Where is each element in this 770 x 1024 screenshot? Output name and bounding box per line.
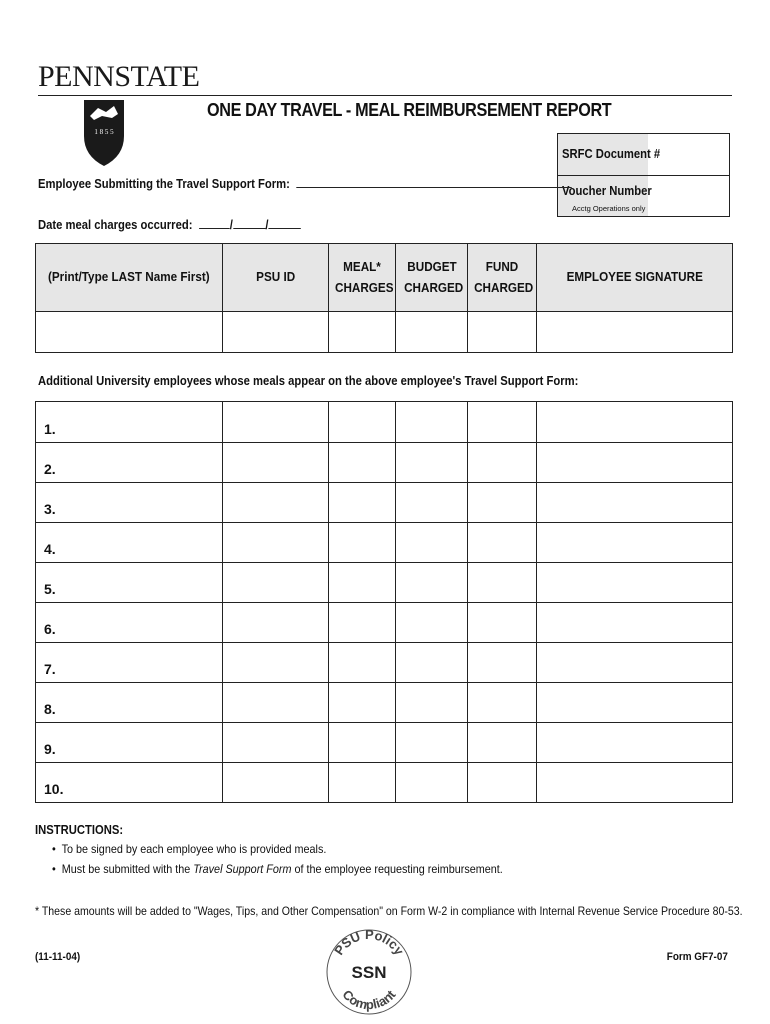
table-row — [36, 563, 733, 603]
main-budget-input[interactable] — [396, 312, 468, 353]
main-psu-id-input[interactable] — [223, 312, 329, 353]
fund-cell[interactable] — [468, 763, 537, 803]
header-fund-charged: FUND CHARGED — [468, 244, 537, 312]
srfc-document-field[interactable] — [558, 134, 729, 176]
meal-charges-cell[interactable] — [329, 563, 396, 603]
fund-cell[interactable] — [468, 643, 537, 683]
row-number[interactable]: 8. — [36, 683, 223, 723]
signature-cell[interactable] — [537, 523, 733, 563]
table-row — [36, 603, 733, 643]
signature-cell[interactable] — [537, 643, 733, 683]
pennstate-wordmark: PENNSTATE — [38, 60, 200, 93]
main-employee-table — [35, 243, 733, 353]
voucher-sub-label: Acctg Operations only — [572, 204, 646, 213]
main-name-input[interactable] — [36, 312, 223, 353]
additional-employees-label: Additional University employees whose meals appear on the above employee's Travel Support Form: — [38, 374, 579, 388]
instruction-bullet-1: • To be signed by each employee who is provided meals. — [52, 842, 327, 856]
instructions-heading: INSTRUCTIONS: — [35, 823, 124, 837]
meal-charges-cell[interactable] — [329, 643, 396, 683]
date-month-input[interactable] — [199, 216, 230, 229]
header-name: (Print/Type LAST Name First) — [36, 244, 223, 312]
fund-cell[interactable] — [468, 683, 537, 723]
signature-cell[interactable] — [537, 402, 733, 443]
srfc-box — [557, 133, 730, 217]
psu-id-cell[interactable] — [223, 763, 329, 803]
meal-charges-cell[interactable] — [329, 523, 396, 563]
employee-submitting-label: Employee Submitting the Travel Support Form: — [38, 177, 290, 191]
row-number[interactable]: 4. — [36, 523, 223, 563]
table-row — [36, 683, 733, 723]
signature-cell[interactable] — [537, 483, 733, 523]
main-entry-row — [36, 312, 733, 353]
form-date: (11-11-04) — [35, 951, 81, 963]
meal-charges-cell[interactable] — [329, 763, 396, 803]
budget-cell[interactable] — [396, 563, 468, 603]
signature-cell[interactable] — [537, 563, 733, 603]
table-row — [36, 723, 733, 763]
compensation-note: * These amounts will be added to "Wages, Tips, and Other Compensation" on Form W-2 in compliance with Internal Revenue Service Procedure 80-53. — [35, 904, 743, 918]
date-sep-2: / — [265, 218, 269, 232]
ssn-compliant-seal-icon — [324, 918, 414, 1018]
row-number[interactable]: 2. — [36, 443, 223, 483]
additional-employees-table — [35, 401, 733, 803]
fund-cell[interactable] — [468, 483, 537, 523]
date-label: Date meal charges occurred: — [38, 218, 193, 232]
travel-support-form-emphasis: Travel Support Form — [193, 862, 292, 876]
nittany-lion-shield-icon — [84, 100, 124, 166]
header-budget-charged: BUDGET CHARGED — [396, 244, 468, 312]
header-meal-charges: MEAL* CHARGES — [329, 244, 396, 312]
meal-charges-cell[interactable] — [329, 683, 396, 723]
table-row — [36, 643, 733, 683]
main-signature-input[interactable] — [537, 312, 733, 353]
shield-year: 1 8 5 5 — [94, 128, 114, 136]
seal-top-text: PSU Policy — [331, 926, 407, 958]
page-title: ONE DAY TRAVEL - MEAL REIMBURSEMENT REPORT — [207, 100, 612, 120]
budget-cell[interactable] — [396, 723, 468, 763]
signature-cell[interactable] — [537, 723, 733, 763]
header-rule — [38, 95, 732, 96]
signature-cell[interactable] — [537, 603, 733, 643]
header-psu-id: PSU ID — [223, 244, 329, 312]
budget-cell[interactable] — [396, 402, 468, 443]
date-year-input[interactable] — [268, 216, 300, 229]
psu-id-cell[interactable] — [223, 683, 329, 723]
meal-charges-cell[interactable] — [329, 443, 396, 483]
table-row — [36, 763, 733, 803]
employee-submitting-input[interactable] — [297, 175, 572, 188]
meal-charges-cell[interactable] — [329, 603, 396, 643]
budget-cell[interactable] — [396, 643, 468, 683]
voucher-number-field[interactable] — [558, 176, 729, 216]
psu-id-cell[interactable] — [223, 563, 329, 603]
meal-charges-cell[interactable] — [329, 402, 396, 443]
psu-id-cell[interactable] — [223, 603, 329, 643]
fund-cell[interactable] — [468, 523, 537, 563]
signature-cell[interactable] — [537, 763, 733, 803]
header-employee-signature: EMPLOYEE SIGNATURE — [537, 244, 733, 312]
table-row — [36, 523, 733, 563]
date-row — [38, 216, 301, 232]
seal-bottom-text: Compliant — [339, 986, 399, 1013]
meal-charges-cell[interactable] — [329, 723, 396, 763]
row-number[interactable]: 5. — [36, 563, 223, 603]
srfc-document-label: SRFC Document # — [562, 147, 661, 161]
seal-center-text: SSN — [351, 963, 387, 982]
table-row — [36, 402, 733, 443]
budget-cell[interactable] — [396, 763, 468, 803]
psu-id-cell[interactable] — [223, 643, 329, 683]
fund-cell[interactable] — [468, 603, 537, 643]
main-meal-charges-input[interactable] — [329, 312, 396, 353]
date-day-input[interactable] — [233, 216, 265, 229]
budget-cell[interactable] — [396, 683, 468, 723]
signature-cell[interactable] — [537, 683, 733, 723]
signature-cell[interactable] — [537, 443, 733, 483]
row-number[interactable]: 10. — [36, 763, 223, 803]
main-fund-input[interactable] — [468, 312, 537, 353]
psu-id-cell[interactable] — [223, 443, 329, 483]
employee-submitting-row — [38, 175, 572, 191]
psu-id-cell[interactable] — [223, 723, 329, 763]
date-sep-1: / — [229, 218, 233, 232]
row-number[interactable]: 9. — [36, 723, 223, 763]
meal-charges-cell[interactable] — [329, 483, 396, 523]
row-number[interactable]: 1. — [36, 402, 223, 443]
row-number[interactable]: 7. — [36, 643, 223, 683]
fund-cell[interactable] — [468, 723, 537, 763]
psu-id-cell[interactable] — [223, 402, 329, 443]
main-header-row — [36, 244, 733, 312]
budget-cell[interactable] — [396, 443, 468, 483]
budget-cell[interactable] — [396, 603, 468, 643]
fund-cell[interactable] — [468, 563, 537, 603]
budget-cell[interactable] — [396, 483, 468, 523]
row-number[interactable]: 3. — [36, 483, 223, 523]
instruction-bullet-2: • Must be submitted with the Travel Support Form of the employee requesting reimbursement. — [52, 862, 503, 876]
psu-id-cell[interactable] — [223, 483, 329, 523]
table-row — [36, 483, 733, 523]
voucher-number-label: Voucher Number — [562, 184, 652, 198]
fund-cell[interactable] — [468, 402, 537, 443]
fund-cell[interactable] — [468, 443, 537, 483]
form-number: Form GF7-07 — [666, 951, 728, 963]
table-row — [36, 443, 733, 483]
budget-cell[interactable] — [396, 523, 468, 563]
row-number[interactable]: 6. — [36, 603, 223, 643]
psu-id-cell[interactable] — [223, 523, 329, 563]
